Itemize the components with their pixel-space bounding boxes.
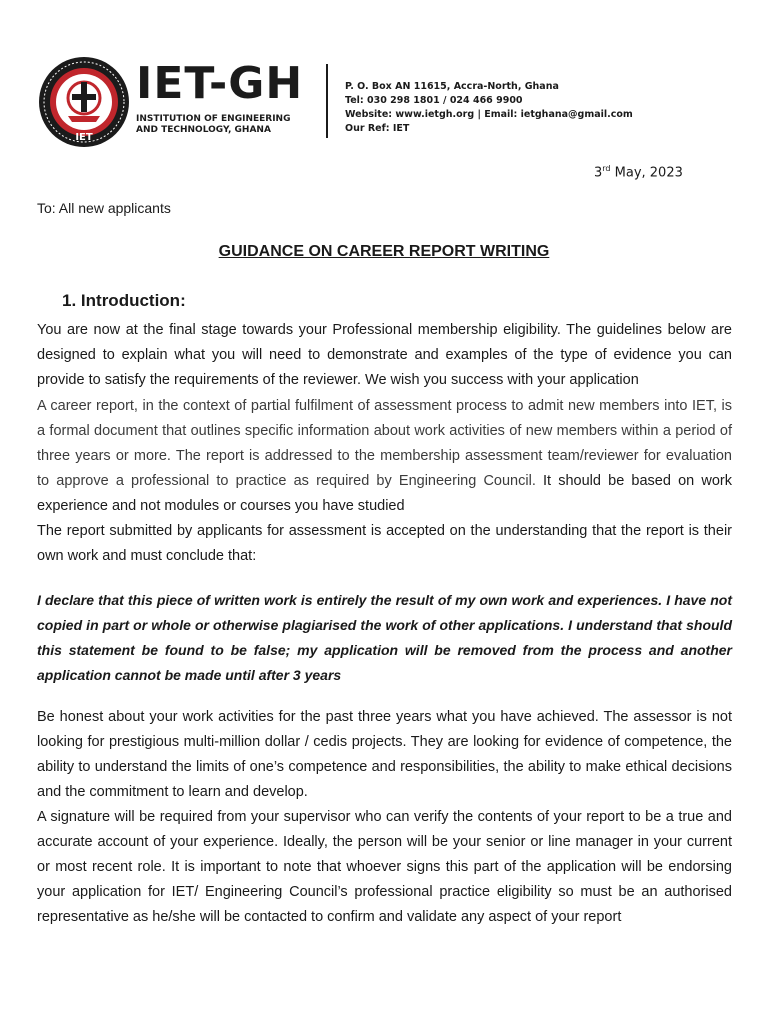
contact-ref: Our Ref: IET (345, 123, 410, 134)
paragraph-report-submission: The report submitted by applicants for assessment is accepted on the understanding that the report is their own work and must conclude that: (37, 523, 732, 564)
letterhead-divider (326, 64, 328, 138)
paragraph-career-report-main: A career report, in the context of partial fulfilment of assessment process to admit new members into IET, is a formal document that outlines specific information about work activities of new members within a period of three years or more. The report is addressed to the membership assessment team/reviewer for evaluation to approve a professional to practice as required by Engineering Council. (37, 398, 732, 489)
letterhead (38, 56, 738, 146)
contact-tel: Tel: 030 298 1801 / 024 466 9900 (345, 95, 523, 106)
contact-block (345, 80, 633, 136)
paragraph-intro: You are now at the final stage towards your Professional membership eligibility. The guidelines below are designed to explain what you will need to demonstrate and examples of the type of evidence you can provide to satisfy the requirements of the reviewer. We wish you success with your application (37, 322, 732, 388)
contact-web-email: Website: www.ietgh.org | Email: ietghana@gmail.com (345, 109, 633, 120)
letter-date (594, 164, 683, 180)
org-full-name-line2: AND TECHNOLOGY, GHANA (136, 125, 271, 135)
date-rest: May, 2023 (610, 165, 683, 181)
paragraph-career-report-tail: It should be based on work experience and not modules or courses you have studied (37, 473, 733, 514)
section-number: 1. (62, 291, 77, 310)
contact-address: P. O. Box AN 11615, Accra-North, Ghana (345, 81, 559, 92)
paragraph-career-report (37, 394, 732, 519)
seal-text: IET (75, 132, 93, 143)
declaration-statement: I declare that this piece of written work is entirely the result of my own work and experiences. I have not copied in part or whole or otherwise plagiarised the work of other applications. I understand that should this statement be found to be false; my application will be removed from the process and another application cannot be made until after 3 years (37, 592, 732, 683)
paragraph-signature: A signature will be required from your supervisor who can verify the contents of your report to be a true and accurate account of your experience. Ideally, the person will be your senior or line manager in your current or most recent role. It is important to note that whoever signs this part of the application will be endorsing your application for IET/ Engineering Council’s professional practice eligibility so must be an authorised representative as he/she will be contacted to confirm and validate any aspect of your report (37, 809, 732, 925)
org-short-name: IET-GH (136, 58, 304, 109)
document-title: GUIDANCE ON CAREER REPORT WRITING (218, 243, 550, 260)
section-title: Introduction: (80, 291, 186, 310)
iet-seal-logo (38, 56, 130, 148)
section-heading (62, 291, 186, 311)
org-full-name (136, 114, 303, 136)
brand-block (136, 58, 304, 136)
date-day: 3 (594, 165, 603, 181)
org-full-name-line1: INSTITUTION OF ENGINEERING (136, 114, 291, 124)
date-suffix: rd (602, 164, 611, 173)
paragraph-be-honest: Be honest about your work activities for the past three years what you have achieved. The assessor is not looking for prestigious multi-million dollar / cedis projects. They are looking for evidence of competence, the ability to understand the limits of one’s competence and responsibilities, the ability to make ethical decisions and the commitment to learn and develop. (37, 709, 732, 800)
recipient-line: To: All new applicants (37, 200, 171, 216)
